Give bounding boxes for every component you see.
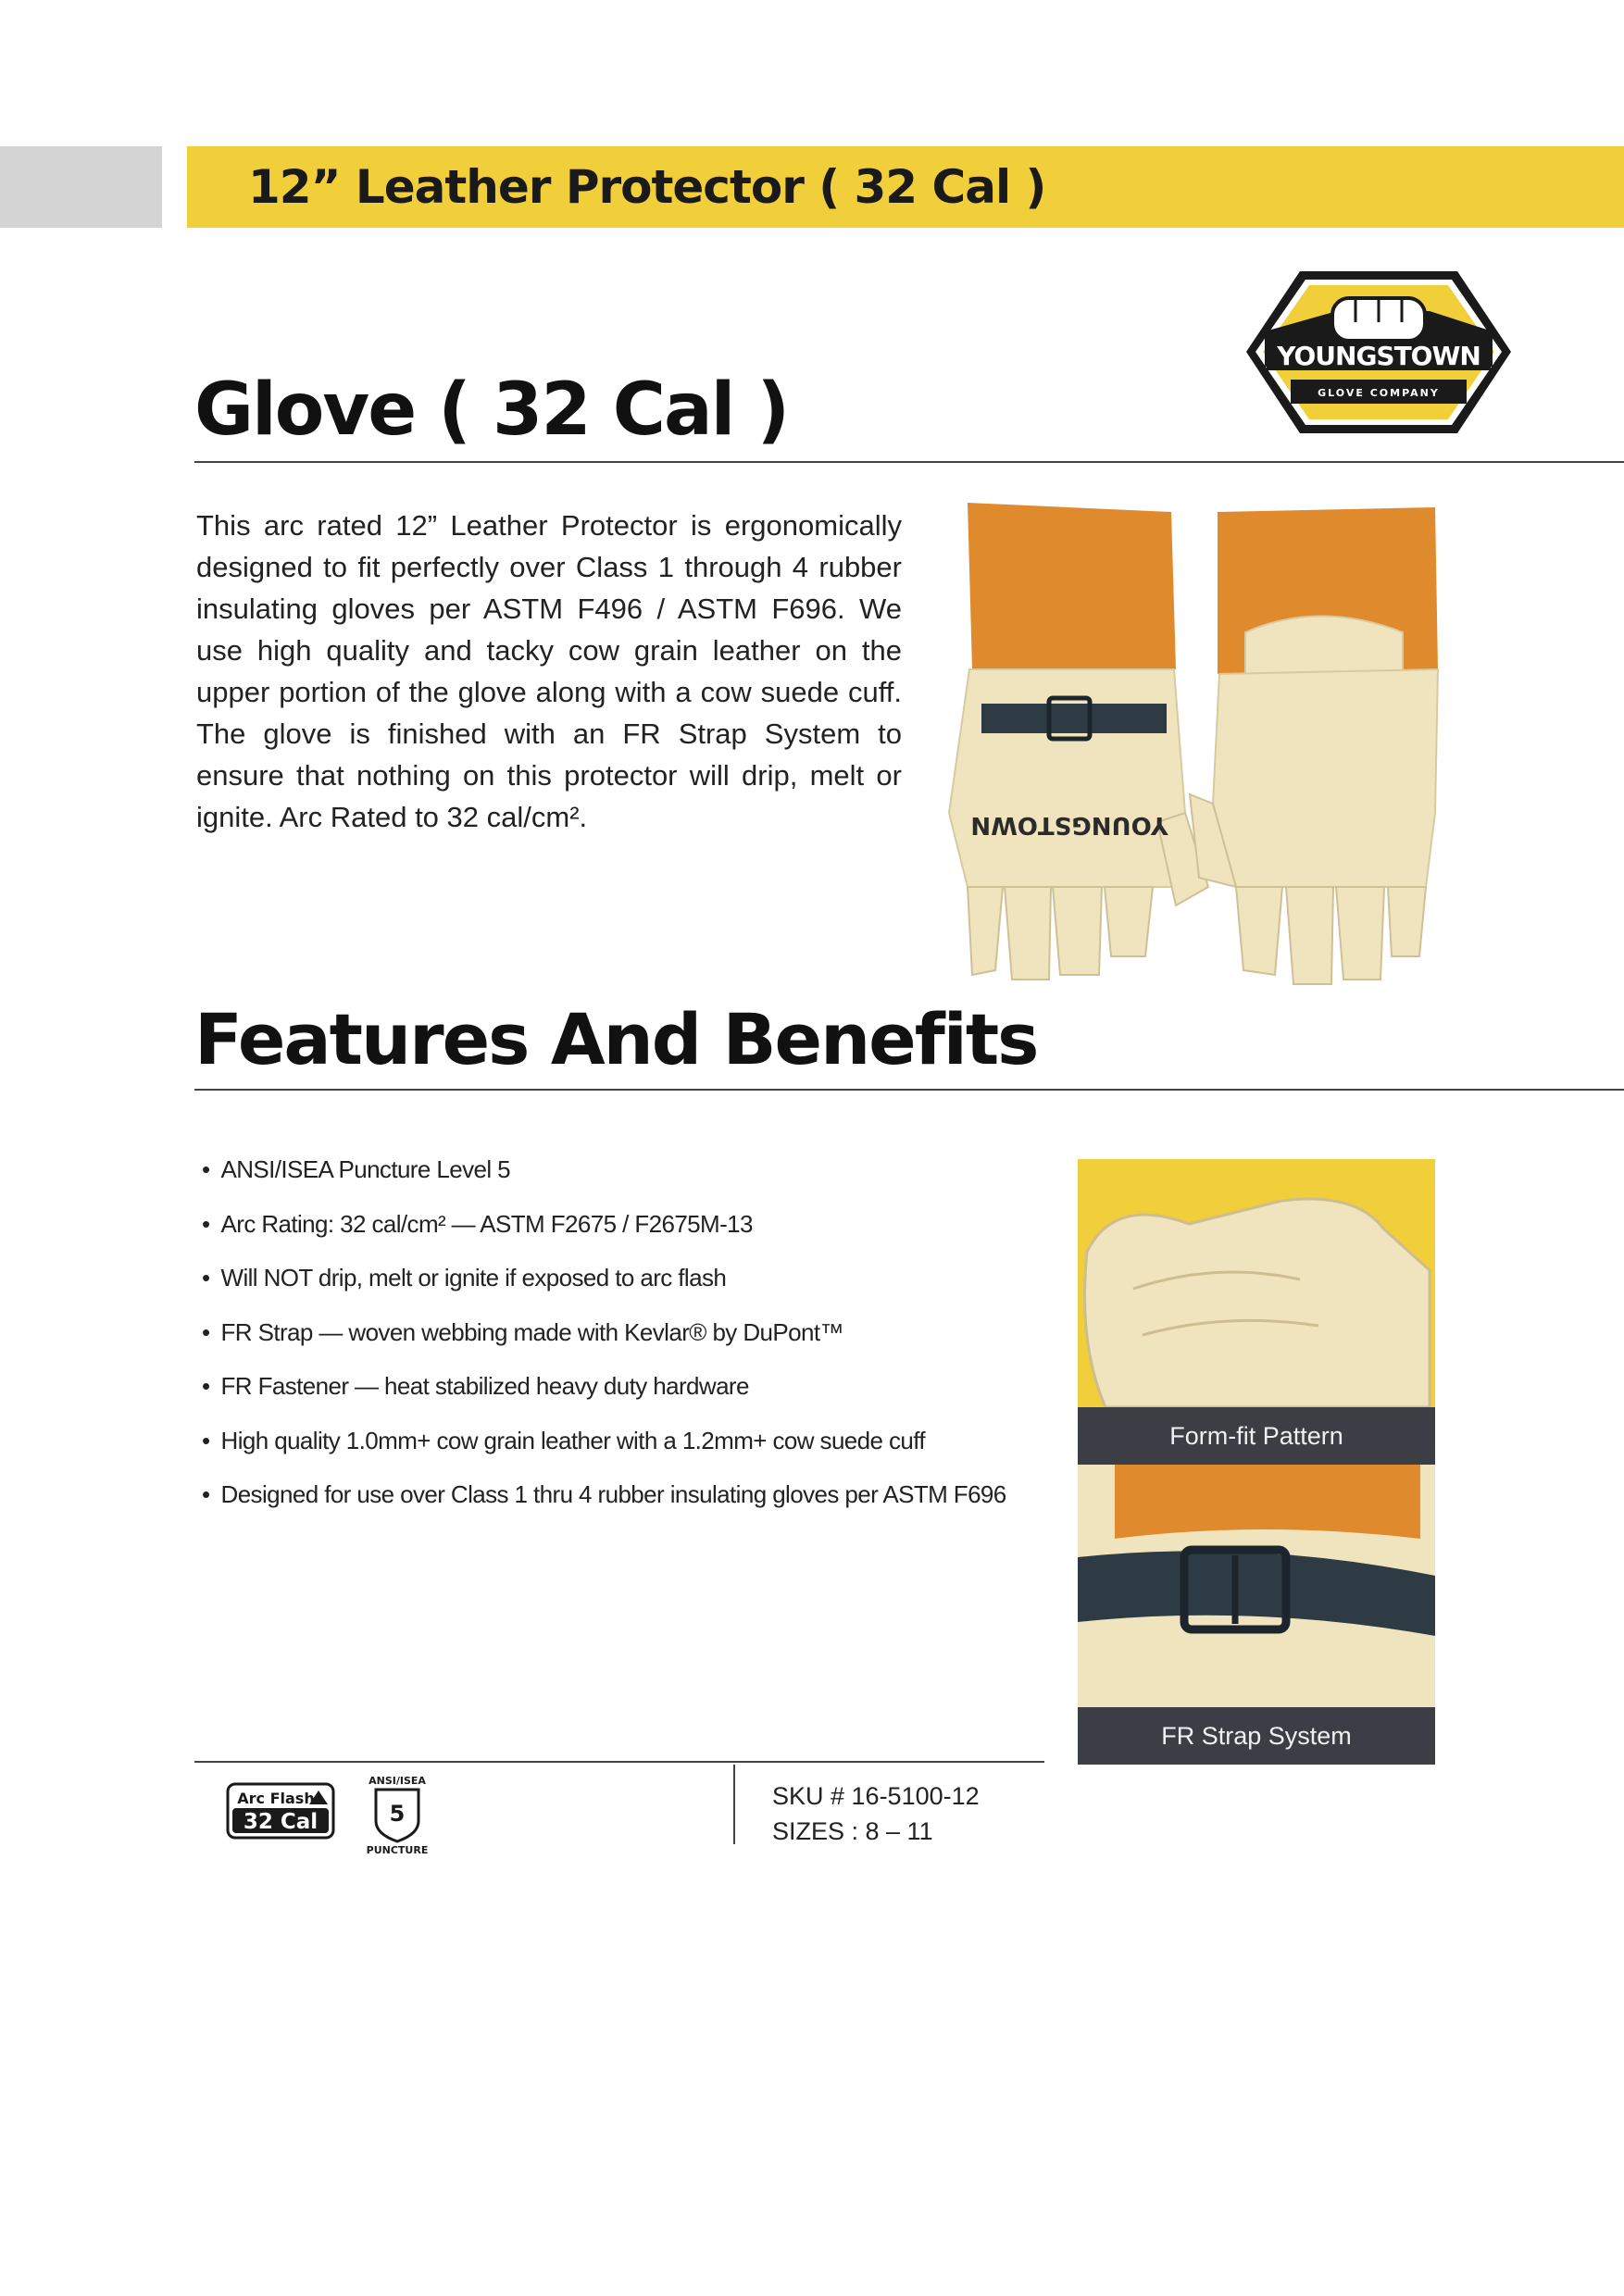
product-heading: Glove ( 32 Cal ) (194, 368, 789, 452)
arc-flash-rating: 32 Cal (243, 1810, 319, 1834)
right-glove (1190, 507, 1438, 984)
logo-wordmark: YOUNGSTOWN (1277, 341, 1480, 371)
footer-separator (733, 1765, 735, 1844)
arc-flash-badge (226, 1782, 335, 1840)
left-glove (949, 503, 1208, 980)
fist-icon (1332, 298, 1425, 341)
product-description: This arc rated 12” Leather Protector is ergonomically designed to fit perfectly over Class 1 through 4 rubber insulating gloves per ASTM F496 / ASTM F696. We use high quality and tacky cow grain leather on the upper portion of the glove along with a cow suede cuff. The glove is finished with an FR Strap System to ensure that nothing on this protector will drip, melt or ignite. Arc Rated to 32 cal/cm². (196, 509, 902, 833)
feature-item: • Designed for use over Class 1 thru 4 rubber insulating gloves per ASTM F696 (202, 1476, 1006, 1530)
arc-flash-label: Arc Flash (237, 1790, 315, 1807)
feature-item: • Arc Rating: 32 cal/cm² — ASTM F2675 / F2675M-13 (202, 1205, 1006, 1260)
features-list (202, 1151, 1006, 1530)
form-fit-caption: Form-fit Pattern (1078, 1407, 1435, 1465)
features-heading: Features And Benefits (194, 998, 1038, 1080)
heading-divider (194, 461, 1624, 463)
feature-item: • High quality 1.0mm+ cow grain leather with a 1.2mm+ cow suede cuff (202, 1422, 1006, 1477)
features-divider (194, 1089, 1624, 1091)
form-fit-image (1078, 1159, 1435, 1407)
fr-strap-image (1078, 1465, 1435, 1707)
title-bar (187, 146, 1624, 228)
puncture-standard: ANSI/ISEA (369, 1775, 426, 1787)
puncture-label: PUNCTURE (366, 1844, 429, 1856)
youngstown-logo (1244, 267, 1513, 438)
sku-block (772, 1778, 980, 1849)
glove-pair-image (931, 489, 1468, 989)
feature-item: • FR Fastener — heat stabilized heavy duty hardware (202, 1367, 1006, 1422)
glove-brand-print: YOUNGSTOWN (970, 811, 1168, 839)
footer-divider (194, 1761, 1044, 1763)
fr-strap-caption: FR Strap System (1078, 1707, 1435, 1765)
sizes: SIZES : 8 – 11 (772, 1817, 933, 1845)
logo-subtitle: GLOVE COMPANY (1318, 387, 1440, 399)
feature-item: • ANSI/ISEA Puncture Level 5 (202, 1151, 1006, 1205)
puncture-badge (359, 1773, 435, 1856)
side-tab (0, 146, 162, 228)
sku-number: SKU # 16-5100-12 (772, 1782, 980, 1810)
feature-item: • Will NOT drip, melt or ignite if exposed to arc flash (202, 1259, 1006, 1314)
page-title: 12” Leather Protector ( 32 Cal ) (248, 160, 1046, 214)
puncture-level: 5 (389, 1801, 406, 1827)
feature-item: • FR Strap — woven webbing made with Kevlar® by DuPont™ (202, 1314, 1006, 1368)
